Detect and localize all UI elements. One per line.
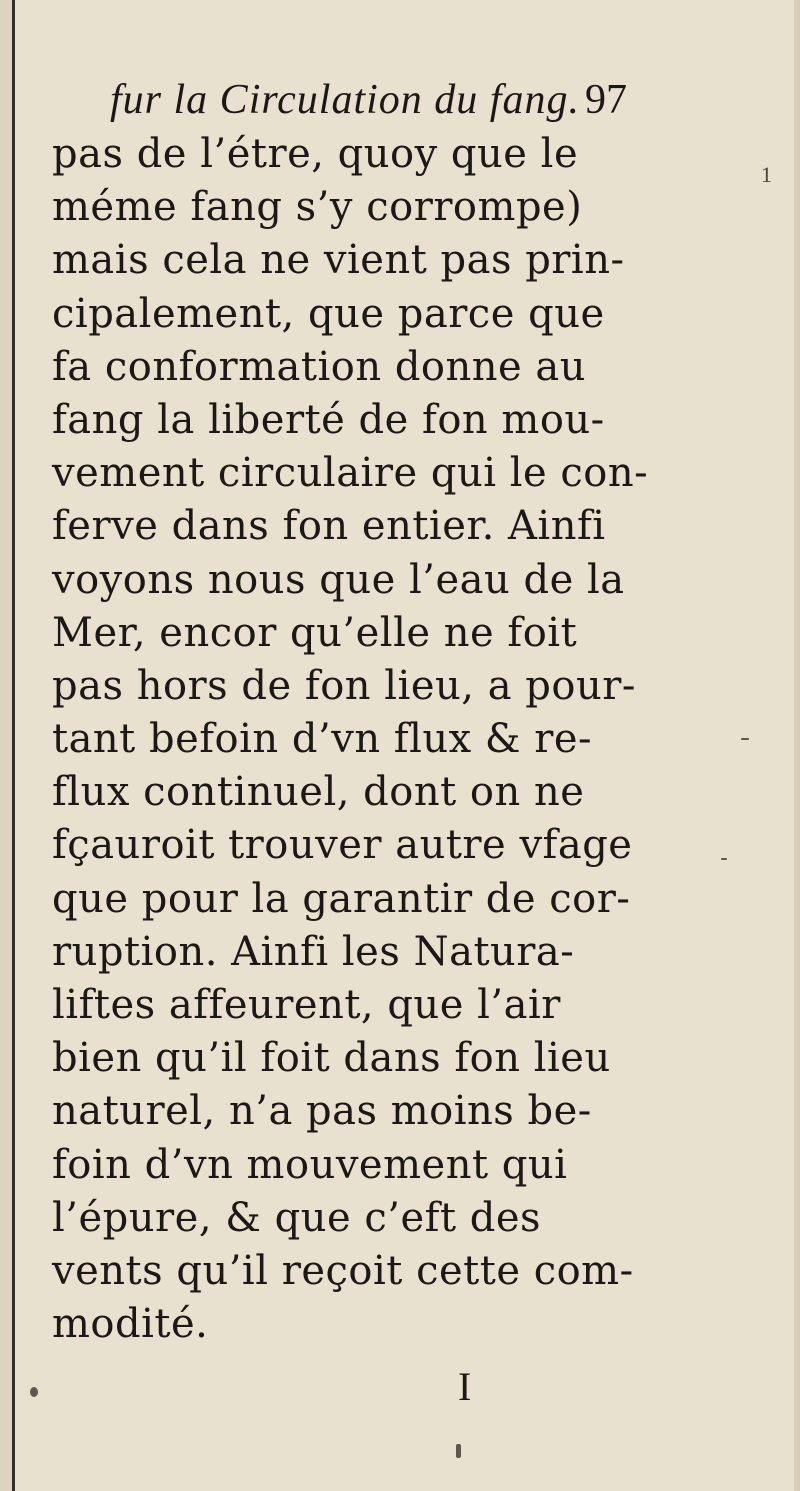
body-line: vents qu’il reçoit cette com- xyxy=(52,1247,634,1294)
body-line: ferve dans fon entier. Ainfi xyxy=(52,503,606,550)
margin-mark: 1 xyxy=(761,162,772,187)
body-line: pas de l’étre, quoy que le xyxy=(52,131,579,177)
ink-speck xyxy=(721,858,727,860)
body-line: naturel, n’a pas moins be- xyxy=(52,1088,592,1135)
body-line: fa conformation donne au xyxy=(52,343,587,390)
ink-speck xyxy=(30,1387,38,1397)
page-right-edge xyxy=(794,0,800,1491)
ink-speck xyxy=(456,1444,461,1458)
page-binding-edge xyxy=(0,0,15,1491)
body-line: voyons nous que l’eau de la xyxy=(52,556,625,603)
body-line: mais cela ne vient pas prin- xyxy=(52,237,625,284)
body-line: pas hors de fon lieu, a pour- xyxy=(52,662,636,709)
body-line: foin d’vn mouvement qui xyxy=(52,1141,568,1188)
body-line: fang la liberté de fon mou- xyxy=(52,396,605,443)
body-line: que pour la garantir de cor- xyxy=(52,875,631,922)
body-line: fçauroit trouver autre vfage xyxy=(52,822,633,869)
body-line: bien qu’il foit dans fon lieu xyxy=(52,1035,611,1082)
page-number: 97 xyxy=(585,77,627,123)
running-title: fur la Circulation du fang. xyxy=(110,77,580,123)
body-line: flux continuel, dont on ne xyxy=(52,769,585,816)
body-line: tant befoin d’vn flux & re- xyxy=(52,716,593,763)
body-line: modité. xyxy=(52,1301,209,1348)
page-header xyxy=(110,74,630,130)
ink-speck xyxy=(741,738,749,740)
body-line: Mer, encor qu’elle ne foit xyxy=(52,609,578,656)
body-line: liftes affeurent, que l’air xyxy=(52,982,561,1028)
body-line: vement circulaire qui le con- xyxy=(52,450,649,497)
body-line: l’épure, & que c’eft des xyxy=(52,1194,542,1241)
body-line: méme fang s’y corrompe) xyxy=(52,184,583,231)
body-line: ruption. Ainfi les Natura- xyxy=(52,928,575,975)
signature-mark: I xyxy=(458,1364,472,1409)
body-line: cipalement, que parce que xyxy=(52,290,605,337)
body-text xyxy=(52,128,649,1351)
